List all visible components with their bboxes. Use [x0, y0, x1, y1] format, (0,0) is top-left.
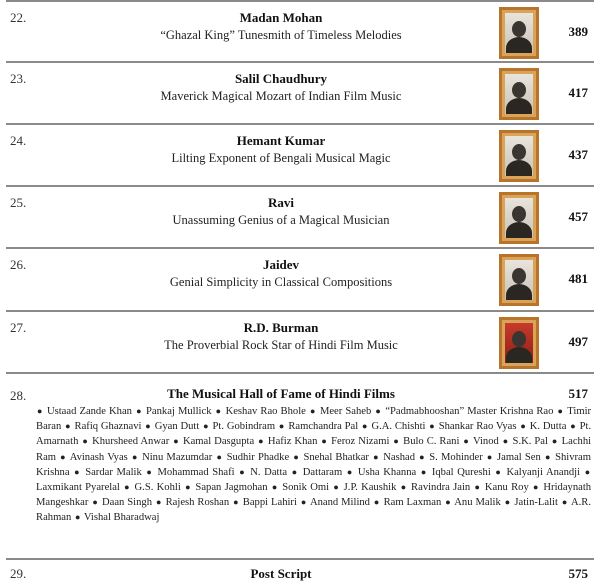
bullet-icon: ● [400, 482, 407, 493]
hall-of-fame-name: Pt. Amarnath [36, 421, 592, 448]
chapter-row-28 [6, 374, 594, 560]
chapter-title: The Musical Hall of Fame of Hindi Films [167, 386, 395, 401]
chapter-number: 25. [10, 195, 27, 210]
page-number: 481 [568, 271, 588, 286]
hall-of-fame-name: Dattaram [302, 466, 343, 478]
hall-of-fame-name: Anu Malik [454, 497, 501, 509]
hall-of-fame-name: Lachhi Ram [36, 436, 592, 463]
hall-of-fame-name: Usha Khanna [357, 466, 417, 478]
chapter-title: Madan Mohan [239, 10, 323, 25]
bullet-icon: ● [258, 436, 264, 447]
bullet-icon: ● [373, 497, 380, 508]
chapter-row-24 [6, 125, 594, 187]
hall-of-fame-name: Sapan Jagmohan [195, 482, 268, 494]
bullet-icon: ● [233, 497, 239, 508]
hall-of-fame-name: Ravindra Jain [411, 482, 471, 494]
hall-of-fame-name: Sonik Omi [282, 482, 330, 494]
hall-of-fame-name: Bappi Lahiri [242, 497, 297, 509]
page-number: 457 [568, 209, 588, 224]
bullet-icon: ● [551, 436, 558, 447]
page-number: 417 [568, 85, 588, 100]
chapter-number: 27. [10, 320, 27, 335]
hall-of-fame-name: Sardar Malik [85, 466, 142, 478]
hall-of-fame-name: Nashad [383, 451, 416, 463]
chapter-row-22 [6, 2, 594, 63]
bullet-icon: ● [533, 482, 540, 493]
bullet-icon: ● [216, 451, 223, 462]
bullet-icon: ● [300, 497, 307, 508]
hall-of-fame-name: Kamal Dasgupta [182, 436, 255, 448]
chapter-title: Salil Chaudhury [234, 71, 328, 86]
hall-of-fame-name: Pt. Gobindram [212, 421, 276, 433]
bullet-icon: ● [37, 406, 43, 416]
portrait-photo [499, 317, 539, 369]
bullet-icon: ● [570, 421, 576, 432]
chapter-title: Post Script [250, 566, 312, 581]
hall-of-fame-name: Bulo C. Rani [403, 436, 460, 448]
hall-of-fame-name: Ramchandra Pal [288, 421, 359, 433]
hall-of-fame-name: Hafiz Khan [267, 436, 318, 448]
hall-of-fame-name: A.R. Rahman [36, 497, 591, 524]
chapter-number: 24. [10, 133, 27, 148]
hall-of-fame-name: Kanu Roy [484, 482, 529, 494]
chapter-subtitle: Lilting Exponent of Bengali Musical Magic [171, 151, 391, 165]
bullet-icon: ● [124, 482, 131, 493]
bullet-icon: ● [60, 451, 67, 462]
hall-of-fame-name: Jatin-Lalit [514, 497, 558, 509]
chapter-number: 26. [10, 257, 27, 272]
bullet-icon: ● [502, 436, 509, 447]
chapter-number: 23. [10, 71, 27, 86]
chapter-title: Ravi [268, 195, 294, 210]
bullet-icon: ● [375, 406, 382, 416]
bullet-icon: ● [92, 497, 99, 508]
bullet-icon: ● [561, 497, 568, 508]
hall-of-fame-name: Rafiq Ghaznavi [74, 421, 142, 433]
hall-of-fame-name: Avinash Vyas [69, 451, 128, 463]
bullet-icon: ● [495, 466, 502, 477]
chapter-subtitle: “Ghazal King” Tunesmith of Timeless Melodies [160, 28, 402, 42]
chapter-number: 22. [10, 10, 27, 25]
hall-of-fame-name: Timir Baran [36, 406, 592, 433]
chapter-row-25 [6, 187, 594, 249]
hall-of-fame-name: Shivram Krishna [36, 451, 591, 478]
bullet-icon: ● [309, 406, 316, 416]
bullet-icon: ● [584, 466, 591, 477]
bullet-icon: ● [362, 421, 368, 432]
bullet-icon: ● [74, 466, 81, 477]
hall-of-fame-name: Feroz Nizami [331, 436, 390, 448]
chapter-subtitle: Genial Simplicity in Classical Compositions [169, 275, 393, 289]
hall-of-fame-name: Ram Laxman [383, 497, 442, 509]
bullet-icon: ● [185, 482, 192, 493]
hall-of-fame-name: J.P. Kaushik [343, 482, 397, 494]
hall-of-fame-names [36, 404, 591, 526]
chapter-row-26 [6, 249, 594, 312]
portrait-photo [499, 130, 539, 182]
chapter-number: 28. [10, 388, 27, 403]
hall-of-fame-name: G.S. Kohli [134, 482, 181, 494]
bullet-icon: ● [291, 466, 299, 477]
chapter-number: 29. [10, 566, 27, 581]
hall-of-fame-name: Mohammad Shafi [157, 466, 235, 478]
bullet-icon: ● [278, 421, 285, 432]
chapter-title: Jaidev [262, 257, 300, 272]
hall-of-fame-name: Vinod [472, 436, 499, 448]
bullet-icon: ● [173, 436, 179, 447]
hall-of-fame-name: K. Dutta [529, 421, 567, 433]
hall-of-fame-name: Hridaynath Mangeshkar [36, 482, 592, 509]
bullet-icon: ● [373, 451, 380, 462]
page-number: 517 [568, 386, 588, 401]
hall-of-fame-name: “Padmabhooshan” Master Krishna Rao [385, 406, 554, 417]
portrait-photo [499, 68, 539, 120]
hall-of-fame-name: Ustaad Zande Khan [46, 406, 132, 417]
hall-of-fame-name: Sudhir Phadke [226, 451, 290, 463]
portrait-photo [499, 7, 539, 59]
bullet-icon: ● [155, 497, 162, 508]
hall-of-fame-name: Snehal Bhatkar [303, 451, 369, 463]
hall-of-fame-name: Pankaj Mullick [146, 406, 212, 417]
bullet-icon: ● [463, 436, 470, 447]
chapter-title: Hemant Kumar [236, 133, 326, 148]
bullet-icon: ● [419, 451, 426, 462]
hall-of-fame-name: G.A. Chishti [371, 421, 426, 433]
hall-of-fame-name: N. Datta [250, 466, 288, 478]
bullet-icon: ● [557, 406, 564, 416]
bullet-icon: ● [293, 451, 300, 462]
chapter-subtitle: Maverick Magical Mozart of Indian Film Music [160, 89, 402, 103]
hall-of-fame-name: S.K. Pal [512, 436, 548, 448]
portrait-photo [499, 254, 539, 306]
hall-of-fame-name: Daan Singh [101, 497, 152, 509]
bullet-icon: ● [445, 497, 451, 508]
bullet-icon: ● [544, 451, 551, 462]
hall-of-fame-name: Jamal Sen [497, 451, 541, 463]
bullet-icon: ● [239, 466, 246, 477]
hall-of-fame-name: Anand Milind [309, 497, 370, 509]
page-number: 497 [568, 334, 588, 349]
bullet-icon: ● [131, 451, 138, 462]
bullet-icon: ● [65, 421, 71, 432]
chapter-title: R.D. Burman [243, 320, 319, 335]
page-number: 389 [568, 24, 588, 39]
hall-of-fame-name: S. Mohinder [429, 451, 483, 463]
portrait-photo [499, 192, 539, 244]
bullet-icon: ● [271, 482, 278, 493]
bullet-icon: ● [520, 421, 526, 432]
hall-of-fame-name: Khursheed Anwar [92, 436, 170, 448]
chapter-subtitle: Unassuming Genius of a Magical Musician [172, 213, 390, 227]
hall-of-fame-name: Laxmikant Pyarelal [36, 482, 120, 494]
bullet-icon: ● [486, 451, 493, 462]
bullet-icon: ● [321, 436, 328, 447]
hall-of-fame-name: Shankar Rao Vyas [438, 421, 517, 433]
page-number: 575 [568, 566, 588, 581]
hall-of-fame-name: Ninu Mazumdar [142, 451, 213, 463]
bullet-icon: ● [346, 466, 354, 477]
hall-of-fame-name: Iqbal Qureshi [431, 466, 491, 478]
bullet-icon: ● [74, 512, 81, 523]
hall-of-fame-name: Kalyanji Anandji [506, 466, 581, 478]
bullet-icon: ● [333, 482, 340, 493]
bullet-icon: ● [215, 406, 222, 416]
bullet-icon: ● [504, 497, 511, 508]
hall-of-fame-name: Keshav Rao Bhole [225, 406, 306, 417]
hall-of-fame-name: Vishal Bharadwaj [83, 512, 160, 524]
chapter-row-23 [6, 63, 594, 125]
bullet-icon: ● [474, 482, 481, 493]
hall-of-fame-name: Rajesh Roshan [165, 497, 230, 509]
bullet-icon: ● [203, 421, 209, 432]
page-number: 437 [568, 147, 588, 162]
bullet-icon: ● [136, 406, 142, 416]
hall-of-fame-name: Gyan Dutt [154, 421, 200, 433]
hall-of-fame-name: Meer Saheb [319, 406, 372, 417]
bullet-icon: ● [145, 421, 151, 432]
chapter-row-29 [6, 560, 594, 588]
bullet-icon: ● [82, 436, 89, 447]
chapter-subtitle: The Proverbial Rock Star of Hindi Film Music [164, 338, 398, 352]
chapter-row-27 [6, 312, 594, 374]
bullet-icon: ● [429, 421, 435, 432]
bullet-icon: ● [420, 466, 428, 477]
bullet-icon: ● [393, 436, 400, 447]
bullet-icon: ● [146, 466, 153, 477]
